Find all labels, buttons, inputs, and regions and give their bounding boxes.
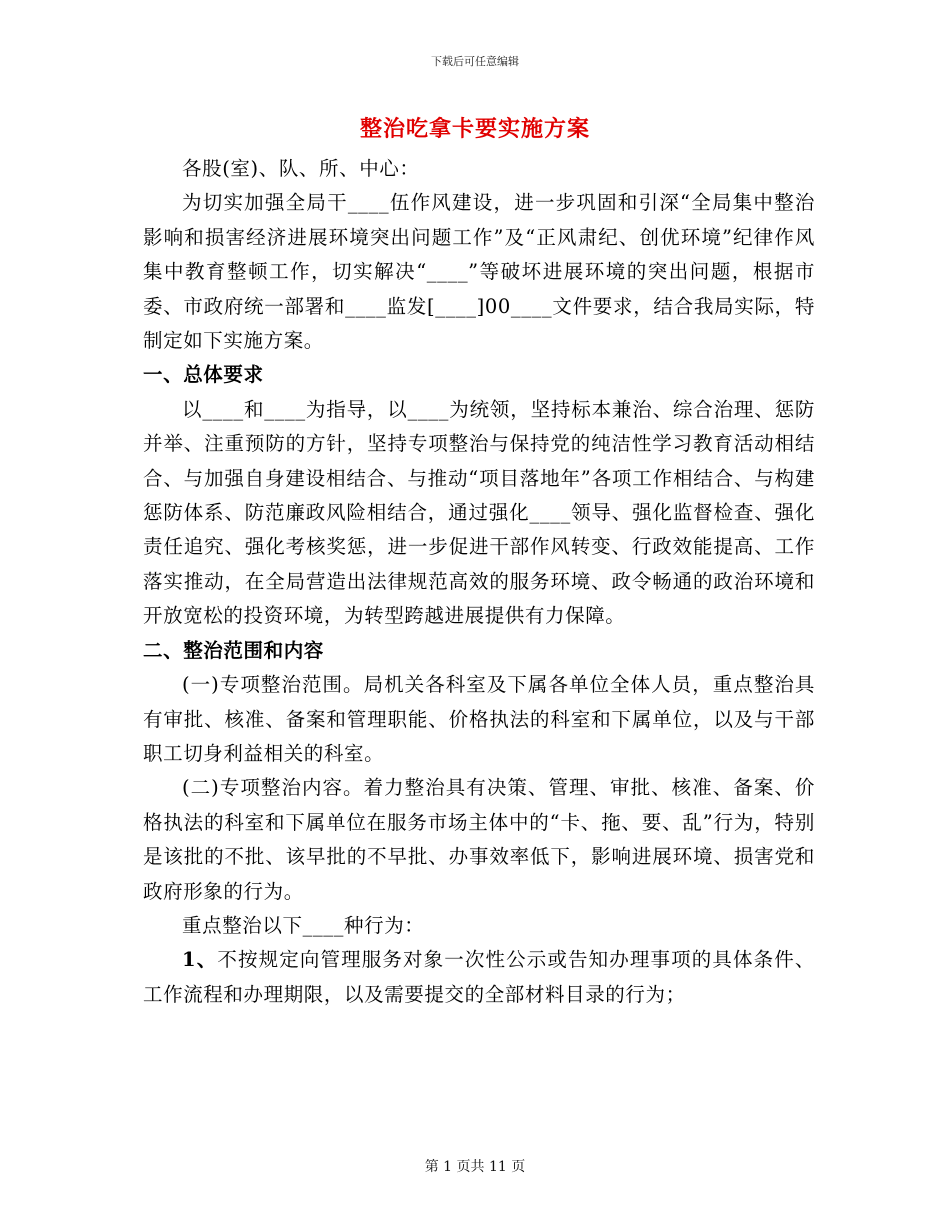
item-number: 1、	[182, 948, 218, 972]
document-body	[143, 152, 815, 1012]
document-title: 整治吃拿卡要实施方案	[359, 116, 590, 142]
section1-paragraph: 以____和____为指导，以____为统领，坚持标本兼治、综合治理、惩防并举、注重预防的方针，坚持专项整治与保持党的纯洁性学习教育活动相结合、与加强自身建设相结合、与推动“项目落地年”各项工作相结合、与构建惩防体系、防范廉政风险相结合，通过强化____领导、强化监督检查、强化责任追究、强化考核奖惩，进一步促进干部作风转变、行政效能提高、工作落实推动，在全局营造出法律规范高效的服务环境、政令畅通的政治环境和开放宽松的投资环境，为转型跨越进展提供有力保障。	[143, 397, 815, 628]
header-note: 下载后可任意编辑	[431, 55, 519, 68]
list-item	[143, 943, 815, 1012]
section2-heading: 二、整治范围和内容	[143, 638, 324, 662]
section1-heading: 一、总体要求	[143, 363, 264, 387]
scope-paragraph: (一)专项整治范围。局机关各科室及下属各单位全体人员，重点整治具有审批、核准、备案和管理职能、价格执法的科室和下属单位，以及与干部职工切身利益相关的科室。	[143, 673, 815, 765]
item-text: 不按规定向管理服务对象一次性公示或告知办理事项的具体条件、工作流程和办理期限，以及需要提交的全部材料目录的行为；	[143, 948, 815, 1006]
intro-paragraph: 为切实加强全局干____伍作风建设，进一步巩固和引深“全局集中整治影响和损害经济进展环境突出问题工作”及“正风肃纪、创优环境”纪律作风集中教育整顿工作，切实解决“____”等破坏进展环境的突出问题，根据市委、市政府统一部署和____监发[____]00____文件要求，结合我局实际，特制定如下实施方案。	[143, 191, 815, 353]
page-footer: 第 1 页共 11 页	[424, 1159, 526, 1175]
salutation: 各股(室)、队、所、中心：	[182, 157, 420, 180]
content-paragraph: (二)专项整治内容。着力整治具有决策、管理、审批、核准、备案、价格执法的科室和下属单位在服务市场主体中的“卡、拖、要、乱”行为，特别是该批的不批、该早批的不早批、办事效率低下，影响进展环境、损害党和政府形象的行为。	[143, 776, 815, 903]
focus-intro: 重点整治以下____种行为：	[182, 913, 425, 937]
